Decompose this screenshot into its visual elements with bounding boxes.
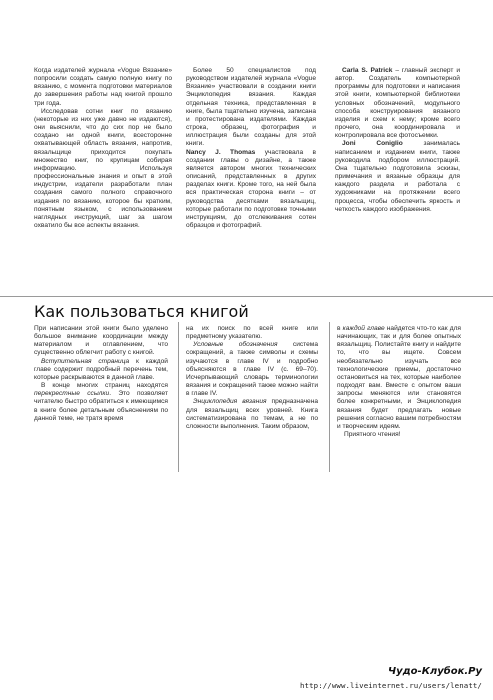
emphasis-term: Вступительная страница xyxy=(41,357,130,365)
contributor-paragraph xyxy=(335,140,460,213)
section-title: Как пользоваться книгой xyxy=(34,302,249,321)
usage-text: предназначена для вязальщиц всех уровней. Книга систематизирована по темам, а не по сложности выполнения. Таким образом, xyxy=(186,398,318,430)
intro-column-3 xyxy=(335,67,460,214)
emphasis-term: перекрестные ссылки xyxy=(34,390,110,398)
intro-paragraph: Более 50 специалистов под руководством издателей журнала «Vogue Вязание» участвовали в создании книги Энциклопедия вязания. Каждая отдельная техника, представленная в книге, была тщательно изучена, записана и протестирована издателями. Каждая строка, образец, фотография и иллюстрация были созданы для этой книги. xyxy=(186,67,316,148)
usage-column-1 xyxy=(34,325,168,423)
contributor-description: участвовала в создании главы о дизайне, а также является автором многих технических описаний, представленных в других разделах книги. Кроме того, на ней была вся практическая сторона книги – от руководства десятками вязальщиц, которые работали по подготовке точными инструкциям, до отслеживания сотен образцов и фотографий. xyxy=(186,148,317,229)
column-divider xyxy=(178,322,179,472)
usage-text: система сокращений, а также символы и схемы изучаются в главе IV и подробно объясняются в главе IV (с. 69–70). Исчерпывающий словарь терминологии вязания и сокращений также можно найти в главе IV. xyxy=(186,341,318,398)
column-divider xyxy=(329,322,330,472)
watermark-logo: Чудо-Клубок.Ру xyxy=(388,666,482,677)
usage-paragraph xyxy=(34,358,168,382)
usage-column-3 xyxy=(337,325,461,439)
contributor-description: занималась написанием и изданием книги, также руководила подбором иллюстраций. Она тщательно подготовила эскизы, примечания и вязаные образцы для каждого раздела и работала с художниками на протяжении всего процесса, чтобы обеспечить яркость и четкость каждого изображения. xyxy=(335,140,460,213)
usage-column-2 xyxy=(186,325,318,431)
contributor-paragraph xyxy=(186,149,316,231)
usage-text: . Это позволяет читателю быстро обратиться к имеющимся в книге более детальным объяснениям по данной теме, не тратя время xyxy=(34,390,168,422)
emphasis-term: Условные обозначения xyxy=(193,341,278,349)
closing-line: Приятного чтения! xyxy=(344,431,401,439)
usage-text: В конце многих страниц находятся xyxy=(41,382,168,390)
usage-paragraph: на их поиск по всей книге или предметному указателю. xyxy=(186,325,318,341)
usage-text: найдется что-то как для начинающих, так и для более опытных вязальщиц. Полистайте книгу и найдите то, что вы ищете. Совсем необязательно изучать все технологические приемы, достаточно остановиться на тех, которые наиболее подходят вам. Вместе с опытом ваши запросы меняются или становятся более конкретными, и Энциклопедия вязания будет предлагать новые решения согласно вашим потребностям и творческим идеям. xyxy=(337,325,461,430)
contributor-name: Carla S. Patrick xyxy=(342,67,393,74)
usage-paragraph xyxy=(186,341,318,398)
emphasis-term: каждой главе xyxy=(342,325,385,332)
usage-text: в xyxy=(337,325,343,332)
usage-paragraph: При написании этой книги было уделено большое внимание координации между материалом и оглавлением, что существенно облегчит работу с книгой. xyxy=(34,325,168,357)
emphasis-term: Энциклопедия вязания xyxy=(193,398,267,406)
intro-paragraph: Исследовав сотни книг по вязанию (некоторые из них уже давно не издаются), они выяснили, что до сих пор не было создано ни одной книги, всесторонне охватывающей область вязания, напротив, вязальщице приходится покупать множество книг, по крупицам собирая информацию. Используя профессиональные знания и опыт в этой индустрии, издатели разработали план создания самого полного справочного издания по вязанию, которое бы кратким, понятным языком, с использованием наглядных инструкций, шаг за шагом охватило бы все аспекты вязания. xyxy=(34,107,172,229)
usage-paragraph xyxy=(34,382,168,423)
contributor-paragraph xyxy=(335,67,460,140)
intro-paragraph: Когда издателей журнала «Vogue Вязание» попросили создать самую полную книгу по вязанию, с момента подготовки материалов до завершения работы над книгой прошло три года. xyxy=(34,67,172,107)
usage-text: к каждой главе содержит подробный перечень тем, которые раскрываются в данной главе. xyxy=(34,357,168,381)
section-rule-top xyxy=(0,296,493,297)
contributor-name: Nancy J. Thomas xyxy=(186,148,256,156)
watermark-url[interactable]: http://www.liveinternet.ru/users/lenatt/ xyxy=(300,681,482,690)
usage-paragraph xyxy=(186,398,318,431)
intro-column-2 xyxy=(186,67,316,230)
contributor-name: Joni Coniglio xyxy=(342,140,403,148)
intro-column-1 xyxy=(34,67,172,230)
contributor-description: – главный эксперт и автор. Создатель компьютерной программы для подготовки и написания этой книги, компьютерной библиотеки условных обозначений, модульного способа конструирования вязаного изделия и схем к нему; кроме всего прочего, она координировала и контролировала все фотосъемки. xyxy=(335,67,460,140)
usage-paragraph xyxy=(337,325,461,431)
